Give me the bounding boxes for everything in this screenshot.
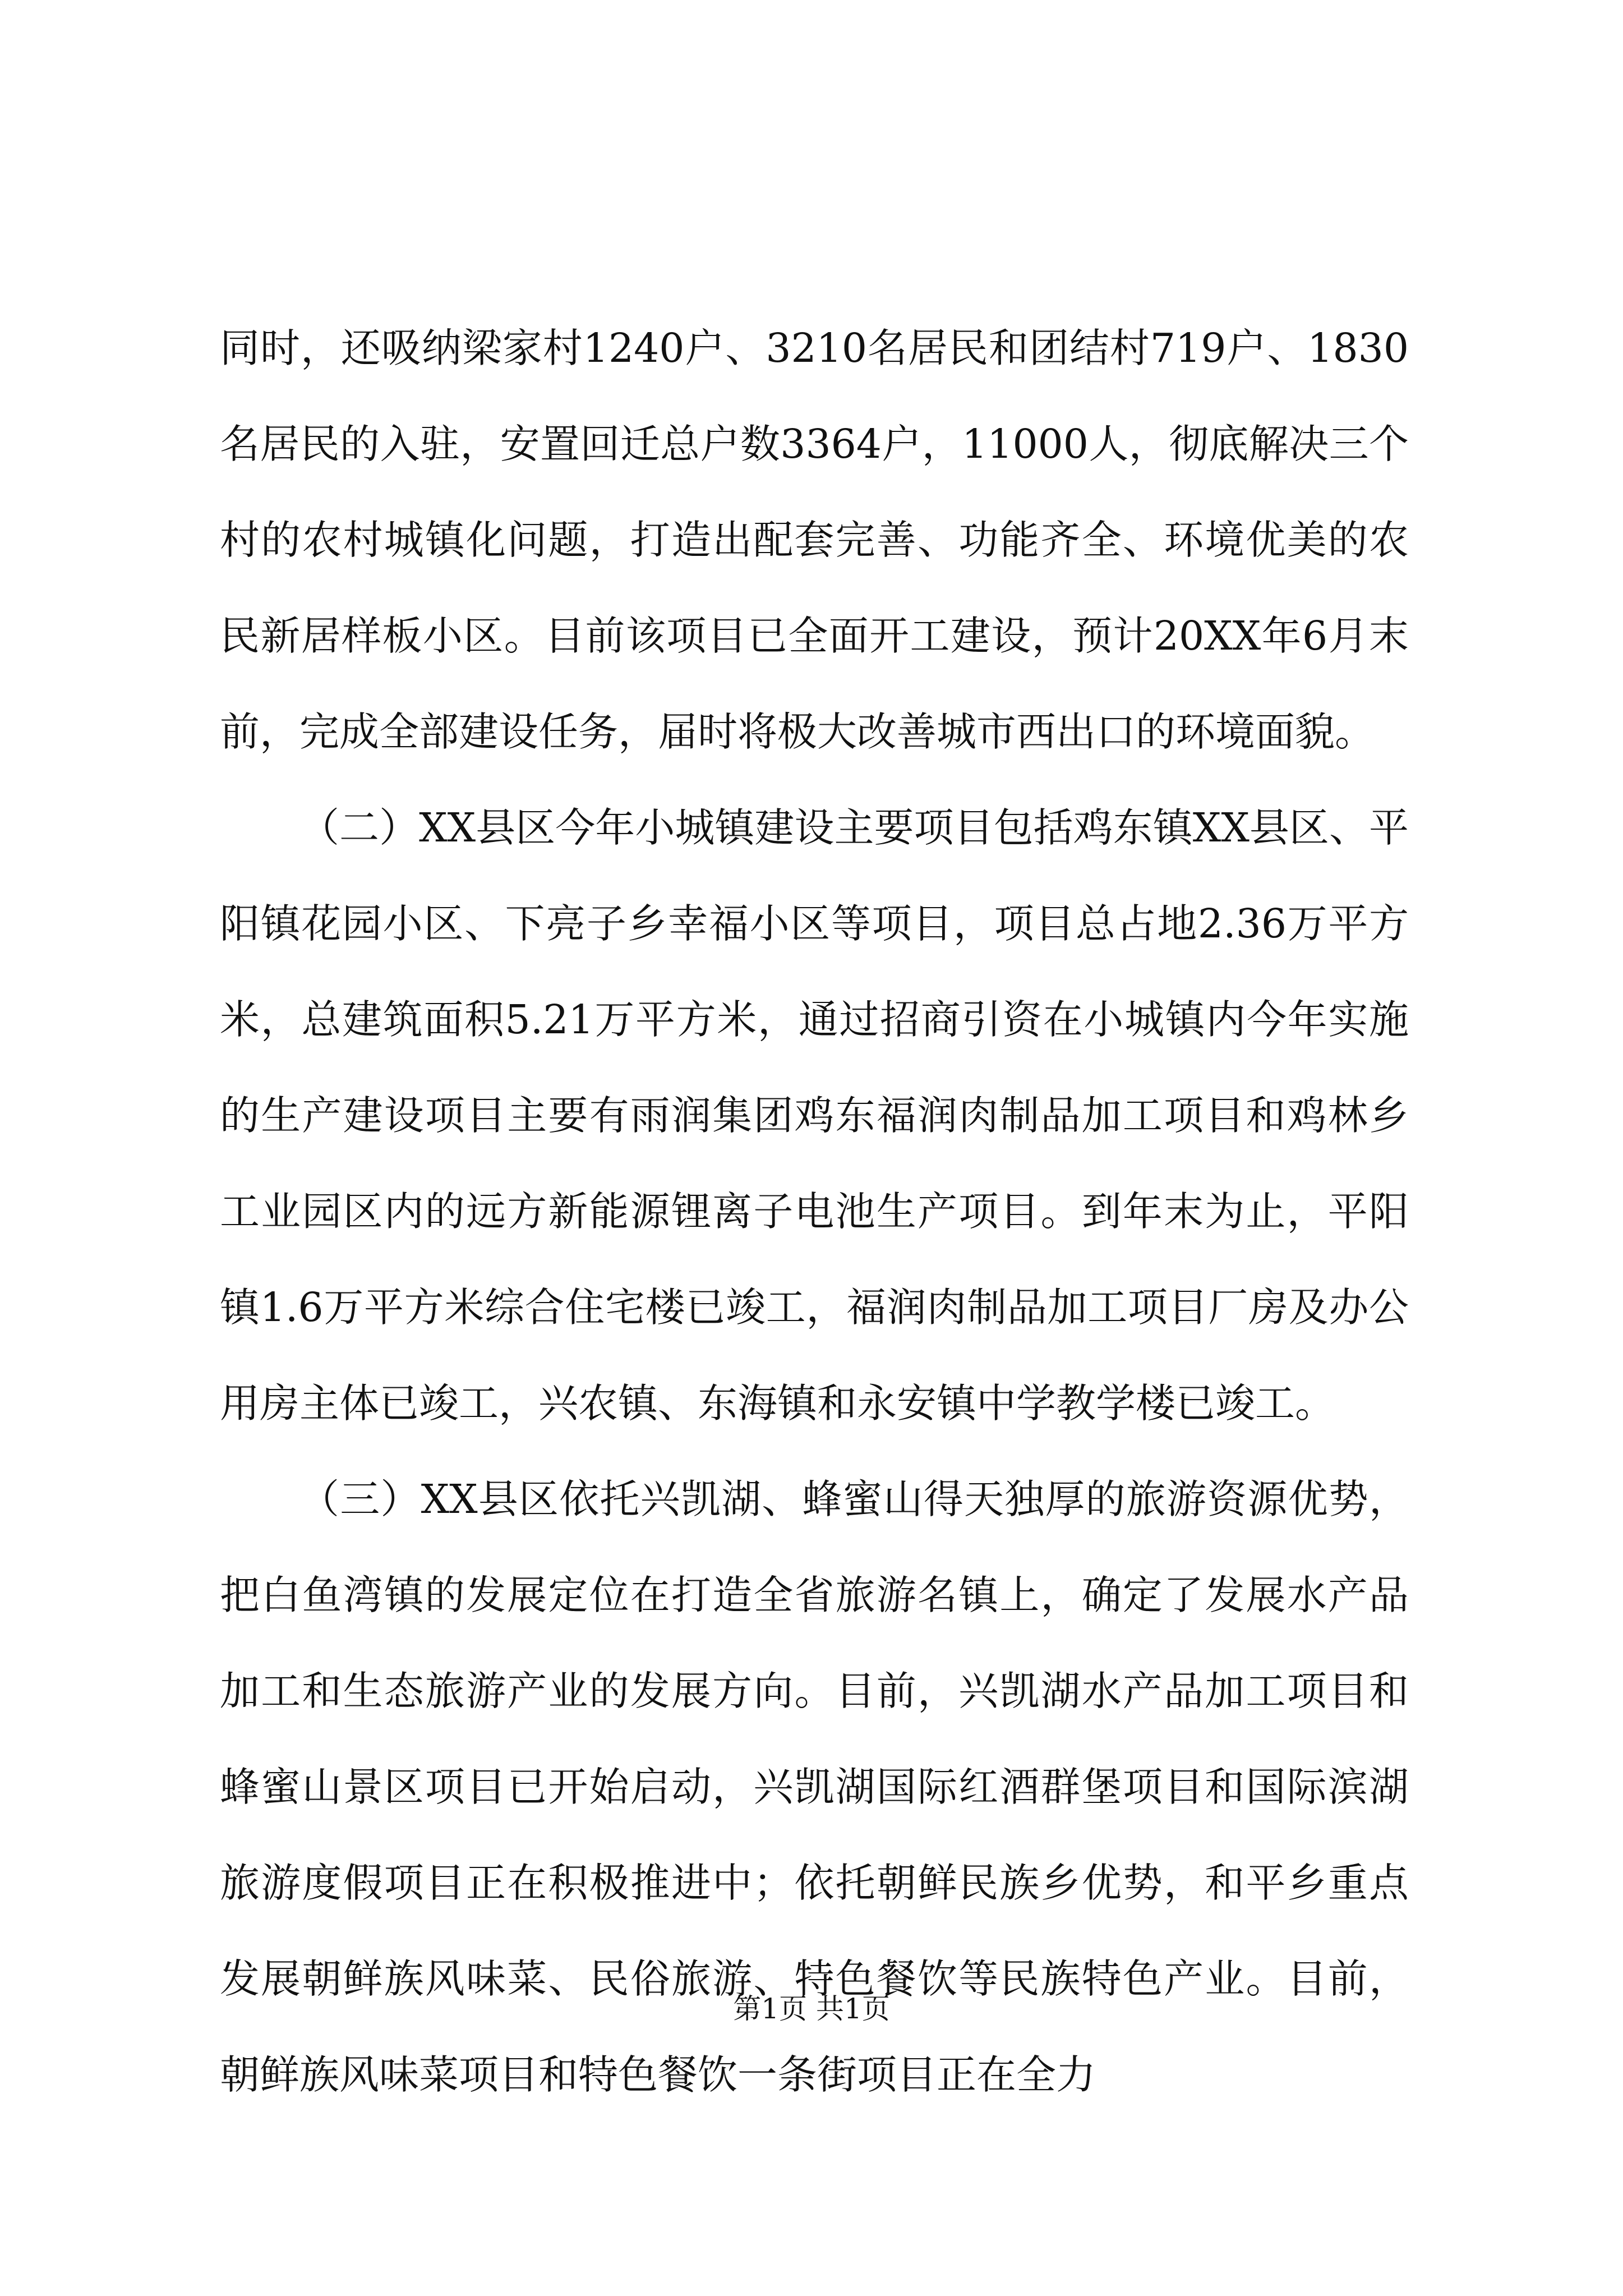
paragraph-continuation: 同时，还吸纳梁家村1240户、3210名居民和团结村719户、1830名居民的入驻，安置回迁总户数3364户，11000人，彻底解决三个村的农村城镇化问题，打造出配套完善、功能齐全、环境优美的农民新居样板小区。目前该项目已全面开工建设，预计20XX年6月末前，完成全部建设任务，届时将极大改善城市西出口的环境面貌。: [220, 325, 1409, 755]
paragraph-section-three: （三）XX县区依托兴凯湖、蜂蜜山得天独厚的旅游资源优势，把白鱼湾镇的发展定位在打造全省旅游名镇上，确定了发展水产品加工和生态旅游产业的发展方向。目前，兴凯湖水产品加工项目和蜂蜜山景区项目已开始启动，兴凯湖国际红酒群堡项目和国际滨湖旅游度假项目正在积极推进中；依托朝鲜民族乡优势，和平乡重点发展朝鲜族风味菜、民俗旅游、特色餐饮等民族特色产业。目前，朝鲜族风味菜项目和特色餐饮一条街项目正在全力: [220, 1476, 1409, 2098]
page-footer: 第1页 共1页: [733, 1993, 890, 2025]
paragraph-section-two: （二）XX县区今年小城镇建设主要项目包括鸡东镇XX县区、平阳镇花园小区、下亮子乡幸福小区等项目，项目总占地2.36万平方米，总建筑面积5.21万平方米，通过招商引资在小城镇内今年实施的生产建设项目主要有雨润集团鸡东福润肉制品加工项目和鸡林乡工业园区内的远方新能源锂离子电池生产项目。到年末为止，平阳镇1.6万平方米综合住宅楼已竣工，福润肉制品加工项目厂房及办公用房主体已竣工，兴农镇、东海镇和永安镇中学教学楼已竣工。: [220, 804, 1409, 1427]
document-body: [220, 300, 1409, 2123]
